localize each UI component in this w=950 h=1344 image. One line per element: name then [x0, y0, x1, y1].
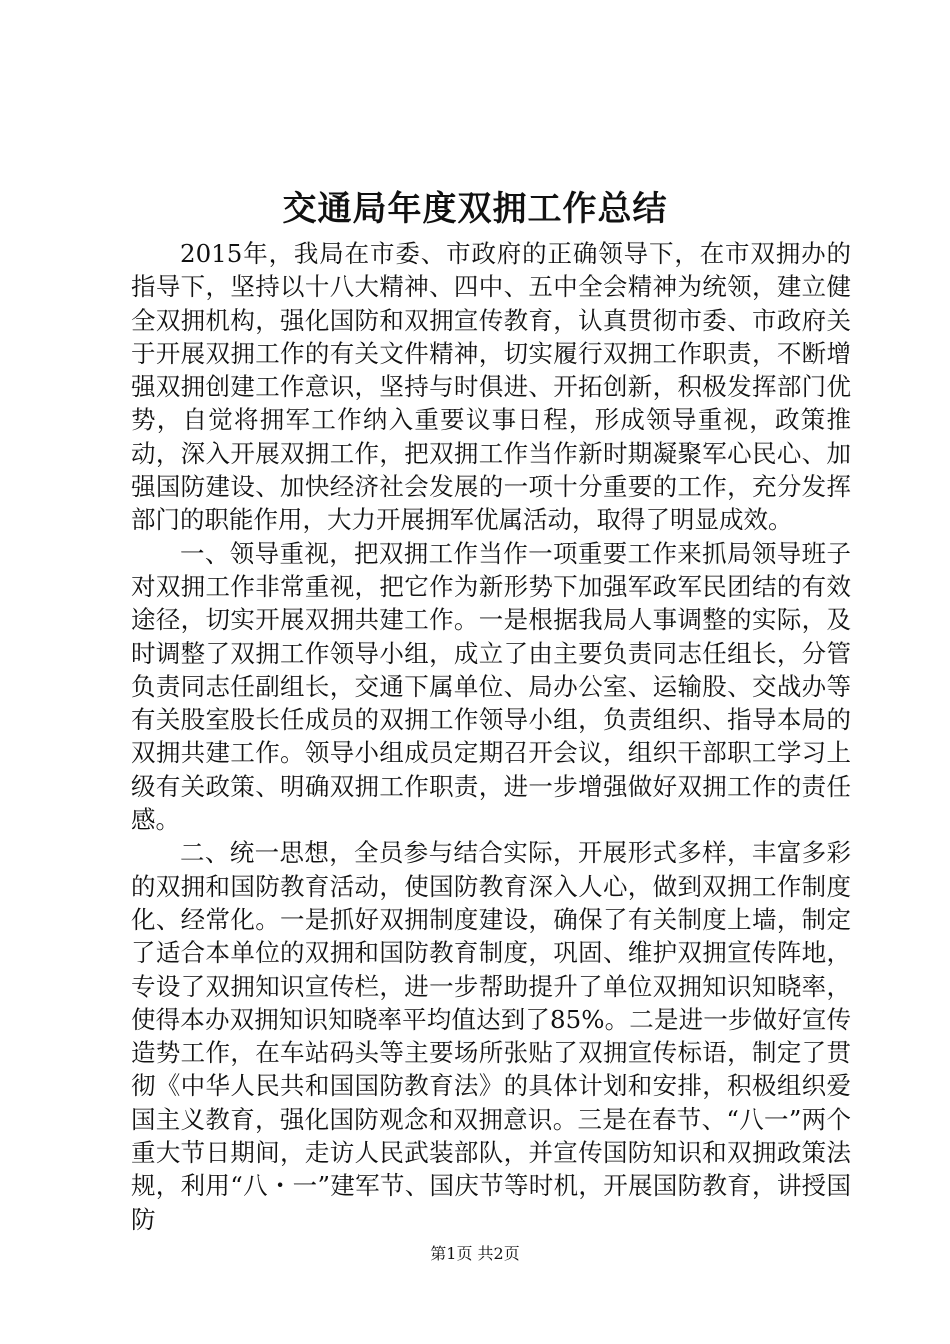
document-title: 交通局年度双拥工作总结	[282, 189, 668, 229]
document-body	[131, 237, 851, 1236]
paragraph-section-2: 二、统一思想，全员参与结合实际，开展形式多样，丰富多彩的双拥和国防教育活动，使国防教育深入人心，做到双拥工作制度化、经常化。一是抓好双拥制度建设，确保了有关制度上墙，制定了适合本单位的双拥和国防教育制度，巩固、维护双拥宣传阵地，专设了双拥知识宣传栏，进一步帮助提升了单位双拥知识知晓率，使得本办双拥知识知晓率平均值达到了85%。二是进一步做好宣传造势工作，在车站码头等主要场所张贴了双拥宣传标语，制定了贯彻《中华人民共和国国防教育法》的具体计划和安排，积极组织爱国主义教育，强化国防观念和双拥意识。三是在春节、“八一”两个重大节日期间，走访人民武装部队，并宣传国防知识和双拥政策法规，利用“八・一”建军节、国庆节等时机，开展国防教育，讲授国防	[131, 838, 851, 1234]
paragraph-section-1: 一、领导重视，把双拥工作当作一项重要工作来抓局领导班子对双拥工作非常重视，把它作为新形势下加强军政军民团结的有效途径，切实开展双拥共建工作。一是根据我局人事调整的实际，及时调整了双拥工作领导小组，成立了由主要负责同志任组长，分管负责同志任副组长，交通下属单位、局办公室、运输股、交战办等有关股室股长任成员的双拥工作领导小组，负责组织、指导本局的双拥共建工作。领导小组成员定期召开会议，组织干部职工学习上级有关政策、明确双拥工作职责，进一步增强做好双拥工作的责任感。	[131, 538, 851, 835]
page-number-footer: 第1页 共2页	[430, 1244, 520, 1263]
paragraph-intro: 2015年，我局在市委、市政府的正确领导下，在市双拥办的指导下，坚持以十八大精神、四中、五中全会精神为统领，建立健全双拥机构，强化国防和双拥宣传教育，认真贯彻市委、市政府关于开展双拥工作的有关文件精神，切实履行双拥工作职责，不断增强双拥创建工作意识，坚持与时俱进、开拓创新，积极发挥部门优势，自觉将拥军工作纳入重要议事日程，形成领导重视，政策推动，深入开展双拥工作，把双拥工作当作新时期凝聚军心民心、加强国防建设、加快经济社会发展的一项十分重要的工作，充分发挥部门的职能作用，大力开展拥军优属活动，取得了明显成效。	[131, 239, 851, 535]
